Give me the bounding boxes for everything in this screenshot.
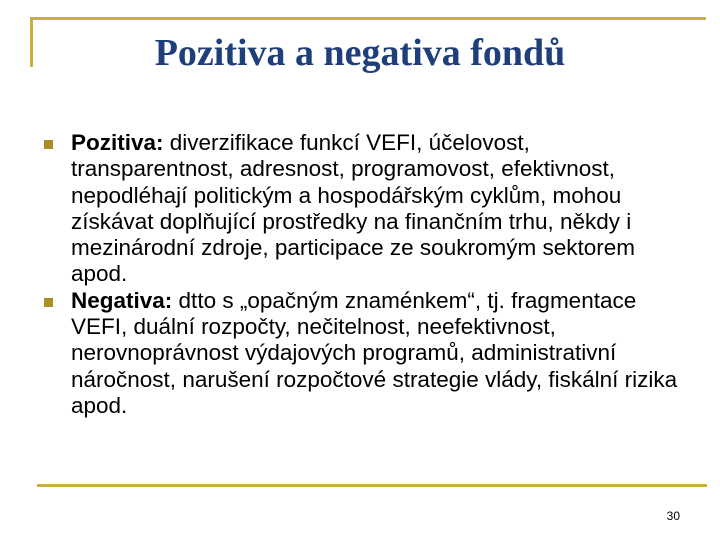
footer-rule (37, 484, 707, 487)
bullet-item-negativa (40, 288, 680, 419)
slide-title: Pozitiva a negativa fondů (154, 32, 566, 74)
bullet-text: dtto s „opačným znaménkem“, tj. fragmentace VEFI, duální rozpočty, nečitelnost, neefektivnost, nerovnoprávnost výdajových programů, administrativní náročnost, narušení rozpočtové strategie vlády, fiskální rizika apod. (71, 287, 678, 418)
bullet-lead: Negativa: (71, 287, 173, 313)
square-bullet-icon (44, 140, 53, 149)
bullet-text: diverzifikace funkcí VEFI, účelovost, transparentnost, adresnost, programovost, efektivnost, nepodléhají politickým a hospodářským cyklům, mohou získávat doplňující prostředky na finančním trhu, někdy i mezinárodní zdroje, participace ze soukromým sektorem apod. (71, 130, 635, 287)
bullet-lead: Pozitiva: (71, 130, 164, 155)
bullet-item-pozitiva (40, 130, 680, 288)
bullet-list (40, 130, 680, 419)
square-bullet-icon (44, 298, 53, 307)
frame-top-line (30, 17, 706, 20)
page-number: 30 (666, 509, 680, 523)
